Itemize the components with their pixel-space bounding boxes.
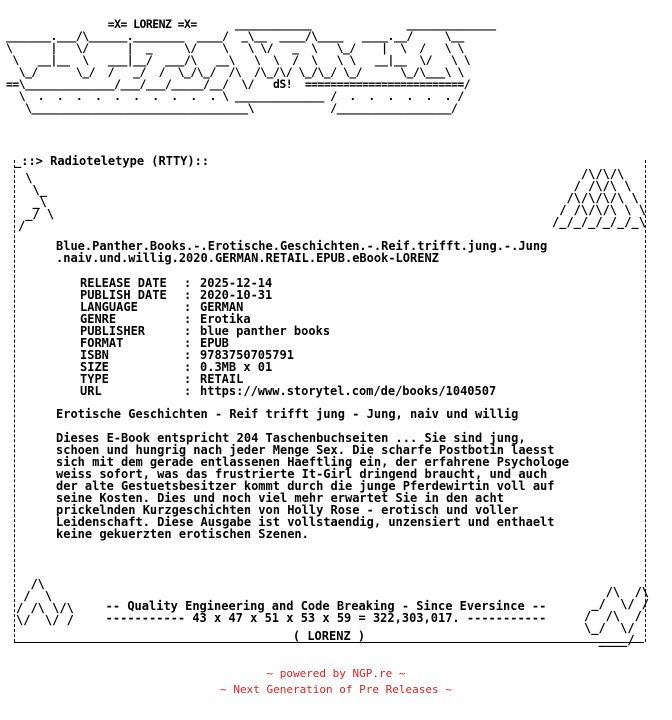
next-gen-tagline: ~ Next Generation of Pre Releases ~ <box>220 683 452 696</box>
meta-key: RELEASE DATE <box>80 276 167 290</box>
meta-key: PUBLISH DATE <box>80 288 167 302</box>
meta-value: 0.3MB x 01 <box>200 360 273 374</box>
meta-value: 2025-12-14 <box>200 276 273 290</box>
corner-ornament-bottom-right: /\ /\ _/ \/ / / /\ / \_/ \/ ____/ <box>584 585 650 647</box>
meta-key: SIZE <box>80 360 109 374</box>
meta-separator: : <box>184 372 192 386</box>
meta-row-size <box>80 361 496 373</box>
meta-separator: : <box>184 348 192 362</box>
ascii-banner-logo: =X= LORENZ =X= ____________ ______________ _______.___/\______.________ ____/ _\__ ____/\____ ____.__/ \__ \ | \/ | _ \/ \ \ \/ _ \ \_/ | \ / \ \ \ __|__ \ ___|__/ ___/\ __\ \ \ / \ \ \ __|__ \/ \ \ \_/ \_/ / _/ / \_/\_/ /\ /\_/\/ \_/\_/ \_/ \_/\___\ \ ==\______________/___/___/_____/__/ \/ dS! =========================/ \ . . . . . . . . . . \ ______________ / . . . . . . / \__________________________________\ /__________________/ <box>6 17 496 115</box>
meta-key: GENRE <box>80 312 117 326</box>
meta-key: TYPE <box>80 372 109 386</box>
meta-separator: : <box>184 276 192 290</box>
meta-separator: : <box>184 312 192 326</box>
math-line: ----------- 43 x 47 x 51 x 53 x 59 = 322,303,017. ----------- <box>105 611 547 625</box>
meta-value: Erotika <box>200 312 251 326</box>
meta-separator: : <box>184 384 192 398</box>
meta-key: PUBLISHER <box>80 324 146 338</box>
corner-ornament-top-right: /\/\/\ / /\/\ \ /\/\/\/\ \ / /\/\/\ \ \ /_/_/_/_/_/_\ <box>552 167 646 229</box>
meta-row-language <box>80 301 496 313</box>
release-metadata <box>80 277 496 397</box>
meta-separator: : <box>184 324 192 338</box>
meta-value: RETAIL <box>200 372 244 386</box>
meta-value: blue panther books <box>200 324 331 338</box>
quality-line: -- Quality Engineering and Code Breaking - Since Eversince -- <box>105 599 547 613</box>
meta-key: LANGUAGE <box>80 300 138 314</box>
powered-by-link[interactable]: ~ powered by NGP.re ~ <box>266 667 406 680</box>
release-name-line1: Blue.Panther.Books.-.Erotische.Geschichten.-.Reif.trifft.jung.-.Jung <box>56 239 548 253</box>
nfo-frame <box>14 160 646 642</box>
release-name-line2: .naiv.und.willig.2020.GERMAN.RETAIL.EPUB.eBook-LORENZ <box>56 251 439 265</box>
description-text: Dieses E-Book entspricht 204 Taschenbuchseiten ... Sie sind jung, schoen und hungrig nach jeder Menge Sex. Die scharfe Postbotin laesst sich mit dem gerade entlassenen Haeftling ein, der erfahrene Psychologe weiss sofort, was das frustrierte It-Girl dringend braucht, und auch der alte Gestuetsbesitzer kommt durch die junge Pferdewirtin voll auf seine Kosten. Dies und noch viel mehr erwartet Sie in den acht prickelnden Kurzgeschichten von Holly Rose - erotisch und voller Leidenschaft. Diese Ausgabe ist vollstaendig, unzensiert und enthaelt keine gekuerzten erotischen Szenen. <box>56 431 569 541</box>
meta-key: ISBN <box>80 348 109 362</box>
meta-separator: : <box>184 288 192 302</box>
group-credit: ( LORENZ ) <box>292 629 366 643</box>
meta-key: FORMAT <box>80 336 124 350</box>
meta-separator: : <box>184 360 192 374</box>
book-subtitle: Erotische Geschichten - Reif trifft jung - Jung, naiv und willig <box>56 407 519 421</box>
meta-row-url <box>80 385 496 397</box>
meta-value: 9783750705791 <box>200 348 294 362</box>
meta-value: EPUB <box>200 336 229 350</box>
meta-row-publish-date <box>80 289 496 301</box>
meta-key: URL <box>80 384 102 398</box>
meta-row-isbn <box>80 349 496 361</box>
meta-row-publisher <box>80 325 496 337</box>
corner-ornament-top-left: \ \_ _\ _/ \ / <box>18 171 55 233</box>
meta-value: GERMAN <box>200 300 244 314</box>
meta-separator: : <box>184 300 192 314</box>
meta-value[interactable]: https://www.storytel.com/de/books/1040507 <box>200 384 497 398</box>
release-name <box>56 240 547 264</box>
meta-separator: : <box>184 336 192 350</box>
tagline: _::> Radioteletype (RTTY):: <box>14 154 210 168</box>
book-description <box>56 432 631 540</box>
corner-ornament-bottom-left: /\ / \ / /\ \/\ \/ \/ / <box>16 577 74 627</box>
meta-value: 2020-10-31 <box>200 288 273 302</box>
